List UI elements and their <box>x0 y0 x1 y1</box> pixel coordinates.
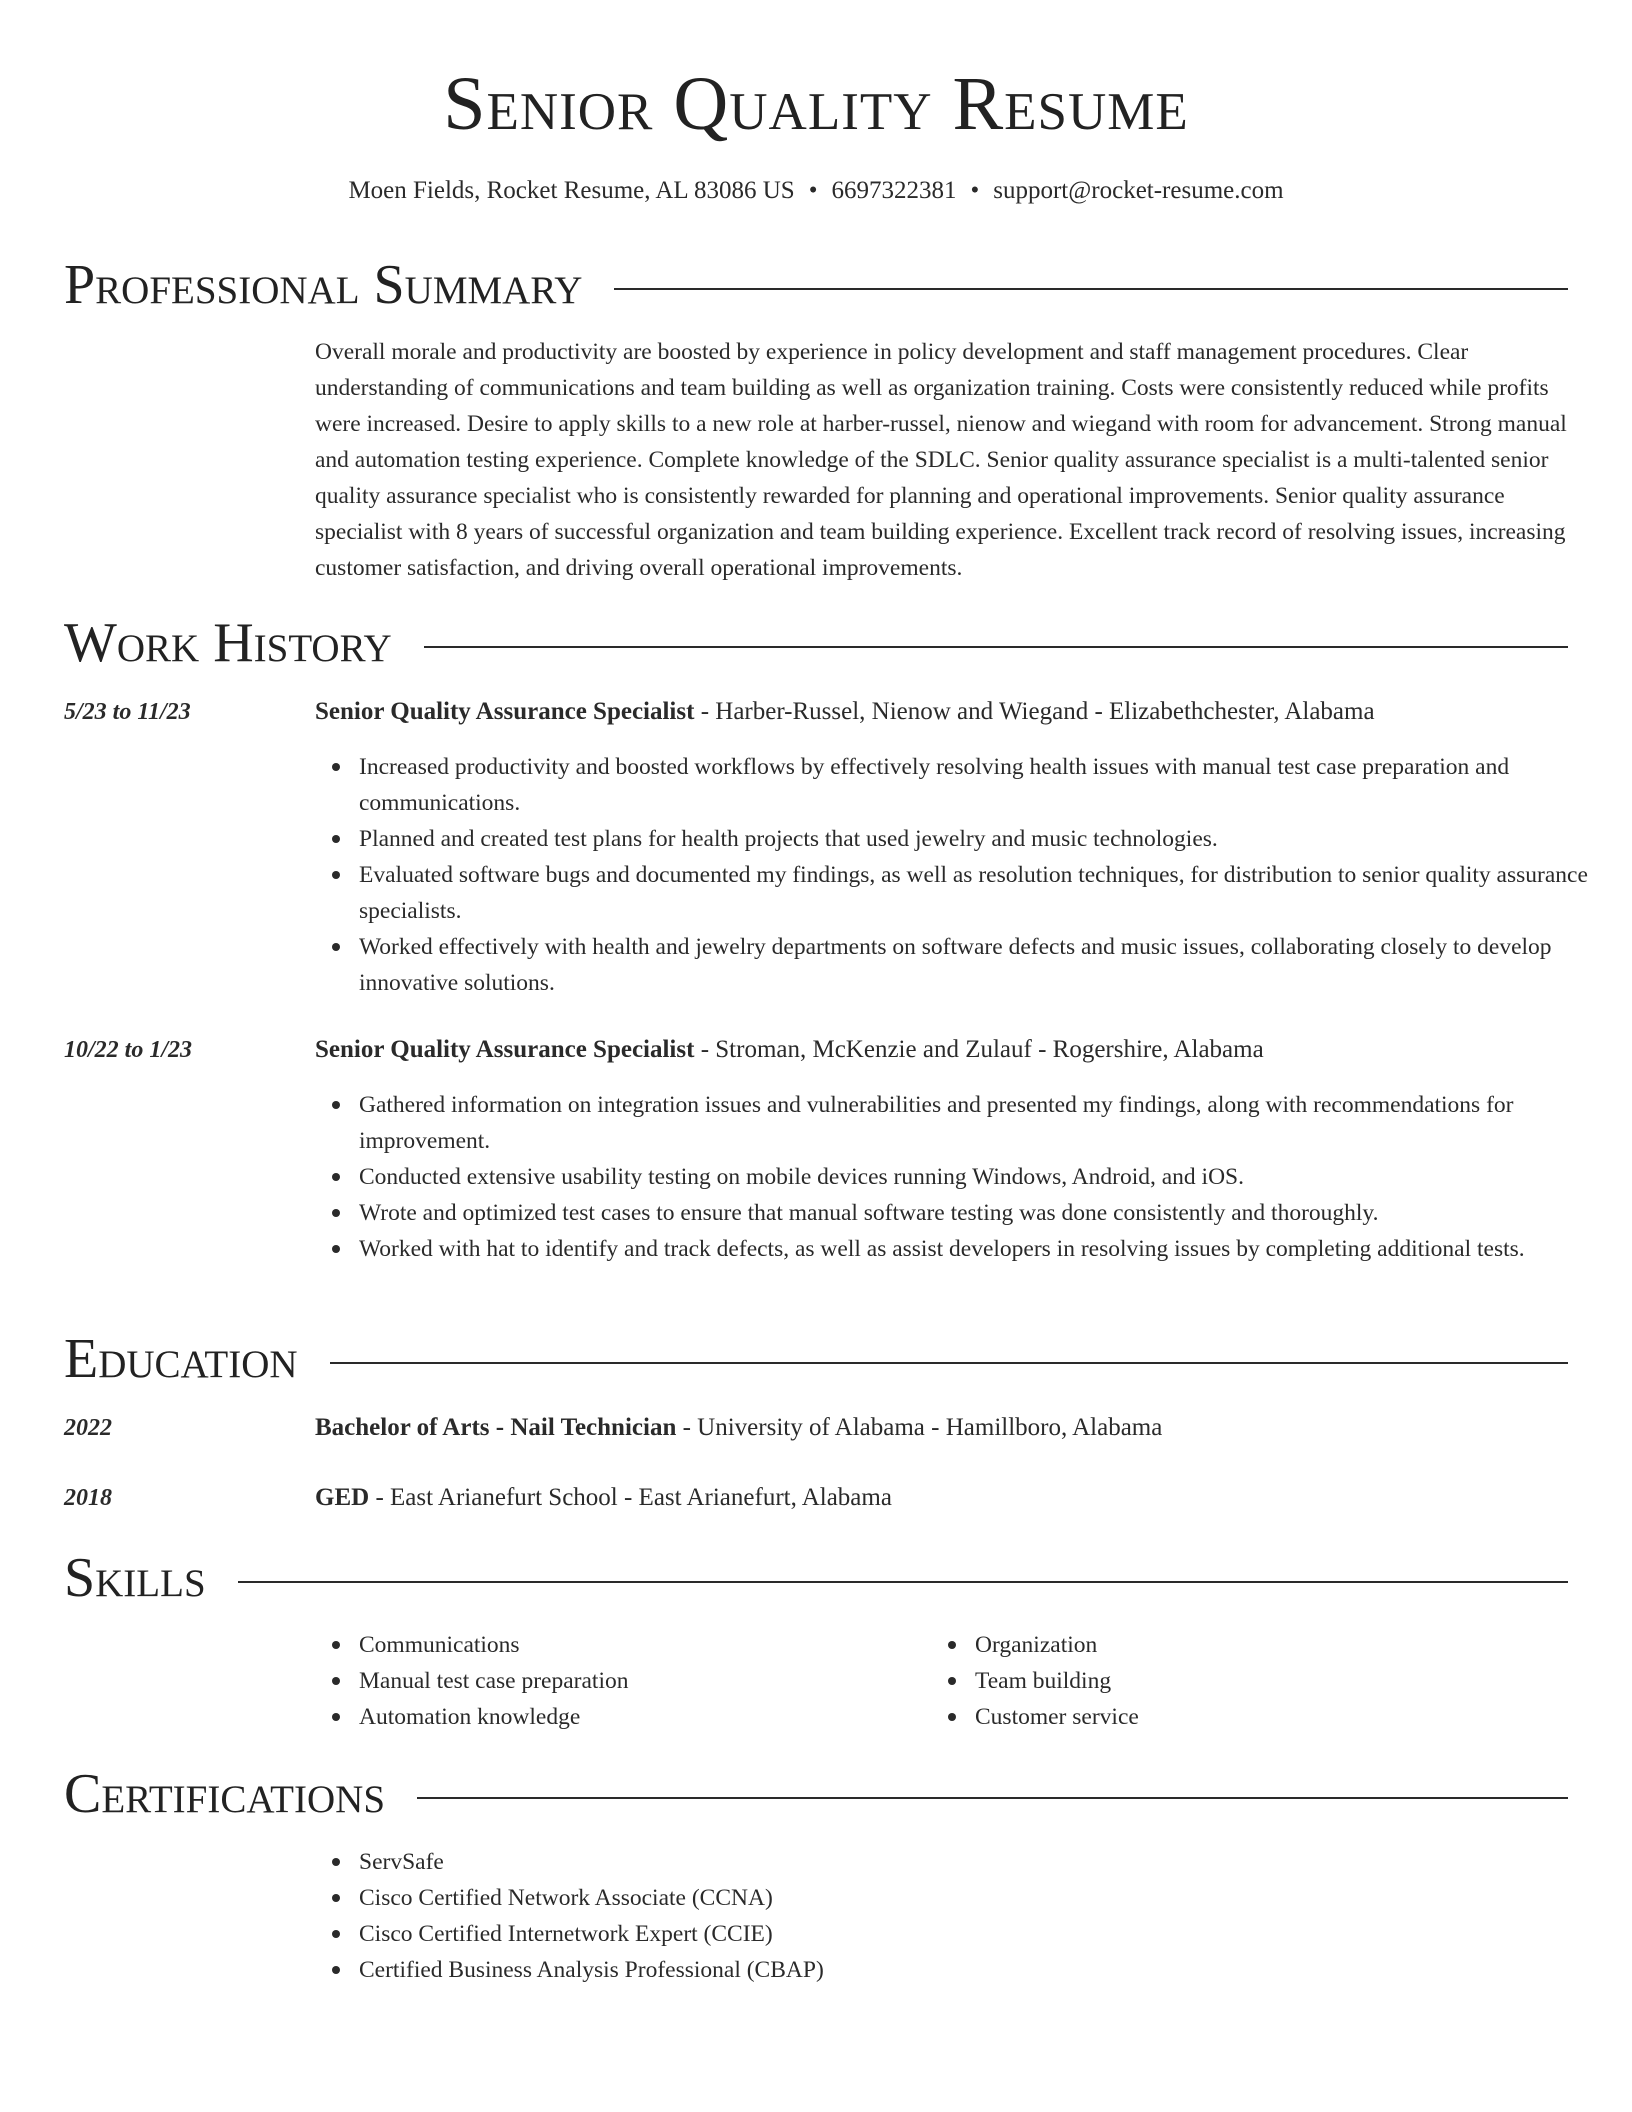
education-entry <box>315 1410 1570 1446</box>
job-dates: 10/22 to 1/23 <box>64 1037 193 1063</box>
job-bullets <box>315 1087 1614 1267</box>
summary-text: Overall morale and productivity are boosted by experience in policy development and staff management procedures. Clear understanding of communications and team building as well as organization training. Costs were consistently reduced while profits were increased. Desire to apply skills to a new role at harber-russel, nienow and wiegand with room for advancement. Strong manual and automation testing experience. Complete knowledge of the SDLC. Senior quality assurance specialist is a multi-talented senior quality assurance specialist who is consistently rewarded for planning and operational improvements. Senior quality assurance specialist with 8 years of successful organization and team building experience. Excellent track record of resolving issues, increasing customer satisfaction, and driving overall operational improvements. <box>315 339 1567 581</box>
list-item: Team building <box>975 1663 1575 1699</box>
list-item: Organization <box>975 1627 1575 1663</box>
skills-list-left <box>315 1627 919 1735</box>
section-title: Professional Summary <box>64 254 583 316</box>
section-divider <box>424 646 1568 648</box>
list-item: ServSafe <box>359 1844 1614 1880</box>
phone: 6697322381 <box>831 177 957 204</box>
section-title: Education <box>64 1328 298 1390</box>
section-divider <box>614 288 1568 290</box>
list-item: Worked with hat to identify and track defects, as well as assist developers in resolving issues by completing additional tests. <box>359 1231 1614 1267</box>
education-year: 2022 <box>64 1415 112 1441</box>
list-item: Conducted extensive usability testing on mobile devices running Windows, Android, and iOS. <box>359 1159 1614 1195</box>
contact-line <box>0 174 1632 208</box>
list-item: Customer service <box>975 1699 1575 1735</box>
school-details: - East Arianefurt School - East Arianefurt, Alabama <box>369 1484 892 1511</box>
job-dates: 5/23 to 11/23 <box>64 699 191 725</box>
job-heading <box>315 1032 1570 1068</box>
list-item: Increased productivity and boosted workflows by effectively resolving health issues with manual test case preparation and communications. <box>359 749 1614 821</box>
section-work-history <box>64 611 1568 675</box>
section-divider <box>330 1362 1568 1364</box>
job-role: Senior Quality Assurance Specialist <box>315 698 695 725</box>
address: Moen Fields, Rocket Resume, AL 83086 US <box>348 177 795 204</box>
skills-list-right <box>931 1627 1575 1735</box>
education-entry <box>315 1480 1570 1516</box>
list-item: Wrote and optimized test cases to ensure that manual software testing was done consistently and thoroughly. <box>359 1195 1614 1231</box>
separator-dot: • <box>970 177 980 204</box>
section-divider <box>238 1581 1568 1583</box>
section-education <box>64 1327 1568 1391</box>
list-item: Cisco Certified Internetwork Expert (CCIE) <box>359 1916 1614 1952</box>
email: support@rocket-resume.com <box>993 177 1284 204</box>
section-title: Work History <box>64 612 392 674</box>
list-item: Evaluated software bugs and documented my findings, as well as resolution techniques, for distribution to senior quality assurance specialists. <box>359 857 1614 929</box>
list-item: Automation knowledge <box>359 1699 919 1735</box>
school-details: - University of Alabama - Hamillboro, Alabama <box>676 1414 1163 1441</box>
section-title: Certifications <box>64 1763 386 1825</box>
section-professional-summary <box>64 253 1568 317</box>
section-skills <box>64 1546 1568 1610</box>
list-item: Planned and created test plans for health projects that used jewelry and music technologies. <box>359 821 1614 857</box>
list-item: Communications <box>359 1627 919 1663</box>
job-details: - Harber-Russel, Nienow and Wiegand - Elizabethchester, Alabama <box>694 698 1375 725</box>
job-bullets <box>315 749 1614 1001</box>
section-certifications <box>64 1762 1568 1826</box>
list-item: Certified Business Analysis Professional (CBAP) <box>359 1952 1614 1988</box>
job-role: Senior Quality Assurance Specialist <box>315 1036 695 1063</box>
resume-title: Senior Quality Resume <box>443 62 1189 146</box>
list-item: Manual test case preparation <box>359 1663 919 1699</box>
section-divider <box>417 1797 1568 1799</box>
list-item: Worked effectively with health and jewelry departments on software defects and music issues, collaborating closely to develop innovative solutions. <box>359 929 1614 1001</box>
education-year: 2018 <box>64 1485 112 1511</box>
job-heading <box>315 694 1570 730</box>
section-title: Skills <box>64 1547 206 1609</box>
degree: GED <box>315 1484 370 1511</box>
list-item: Cisco Certified Network Associate (CCNA) <box>359 1880 1614 1916</box>
separator-dot: • <box>808 177 818 204</box>
degree: Bachelor of Arts - Nail Technician <box>315 1414 677 1441</box>
list-item: Gathered information on integration issues and vulnerabilities and presented my findings, along with recommendations for improvement. <box>359 1087 1614 1159</box>
certifications-list <box>315 1844 1614 1988</box>
job-details: - Stroman, McKenzie and Zulauf - Rogershire, Alabama <box>694 1036 1264 1063</box>
